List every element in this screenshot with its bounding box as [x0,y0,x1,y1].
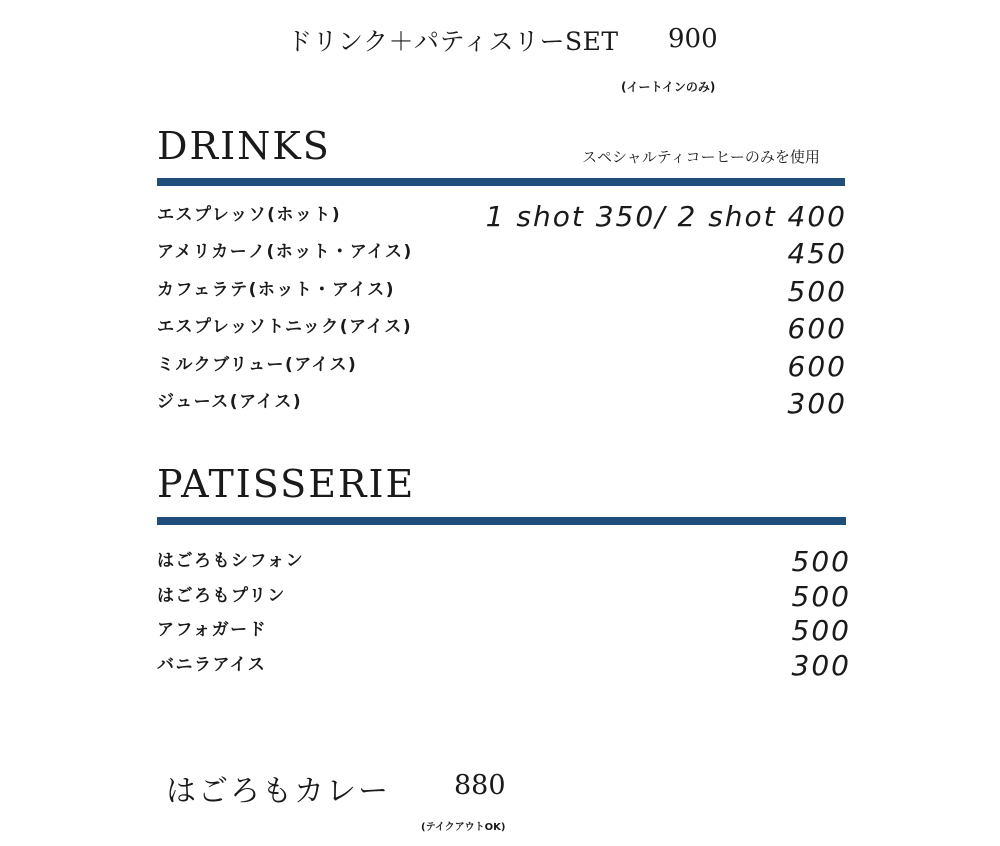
item-price: 600 [787,312,847,346]
menu-item [157,545,851,583]
item-price: 500 [791,545,851,578]
patisserie-divider [157,517,846,525]
menu-item [157,649,851,687]
curry-price: 880 [454,770,506,801]
drinks-list [157,200,847,427]
item-name: エスプレッソ(ホット) [157,205,342,225]
item-price: 1 shot 350/ 2 shot 400 [485,200,847,233]
item-name: カフェラテ(ホット・アイス) [157,279,395,300]
menu-item [157,200,847,240]
item-price: 600 [787,349,847,383]
curry-title: はごろもカレー [166,774,390,809]
item-name: ジュース(アイス) [157,391,303,412]
menu-item [157,274,847,315]
menu-item [157,386,847,427]
item-price: 500 [787,274,847,308]
menu-item [157,579,851,618]
menu-item [157,237,847,277]
item-price: 300 [791,649,851,683]
item-name: はごろもプリン [157,585,286,606]
patisserie-heading: PATISSERIE [157,462,416,506]
set-price: 900 [668,24,718,54]
menu-item [157,349,847,390]
menu-item [157,614,851,652]
item-name: バニラアイス [157,655,267,676]
item-price: 500 [791,579,851,613]
item-name: エスプレッソトニック(アイス) [157,317,413,338]
drinks-heading: DRINKS [157,124,331,168]
item-name: アフォガード [157,620,268,641]
item-name: はごろもシフォン [157,551,305,571]
item-price: 450 [787,237,847,271]
drinks-divider [157,178,845,186]
set-title: ドリンク＋パティスリーSET [287,27,619,56]
item-name: アメリカーノ(ホット・アイス) [157,242,413,263]
patisserie-list [157,545,851,687]
set-note: (イートインのみ) [621,80,716,94]
item-price: 300 [787,386,847,420]
item-price: 500 [791,614,851,648]
drinks-note: スペシャルティコーヒーのみを使用 [582,148,820,166]
curry-note: (テイクアウトOK) [421,822,506,833]
menu-item [157,312,847,352]
item-name: ミルクブリュー(アイス) [157,354,358,375]
